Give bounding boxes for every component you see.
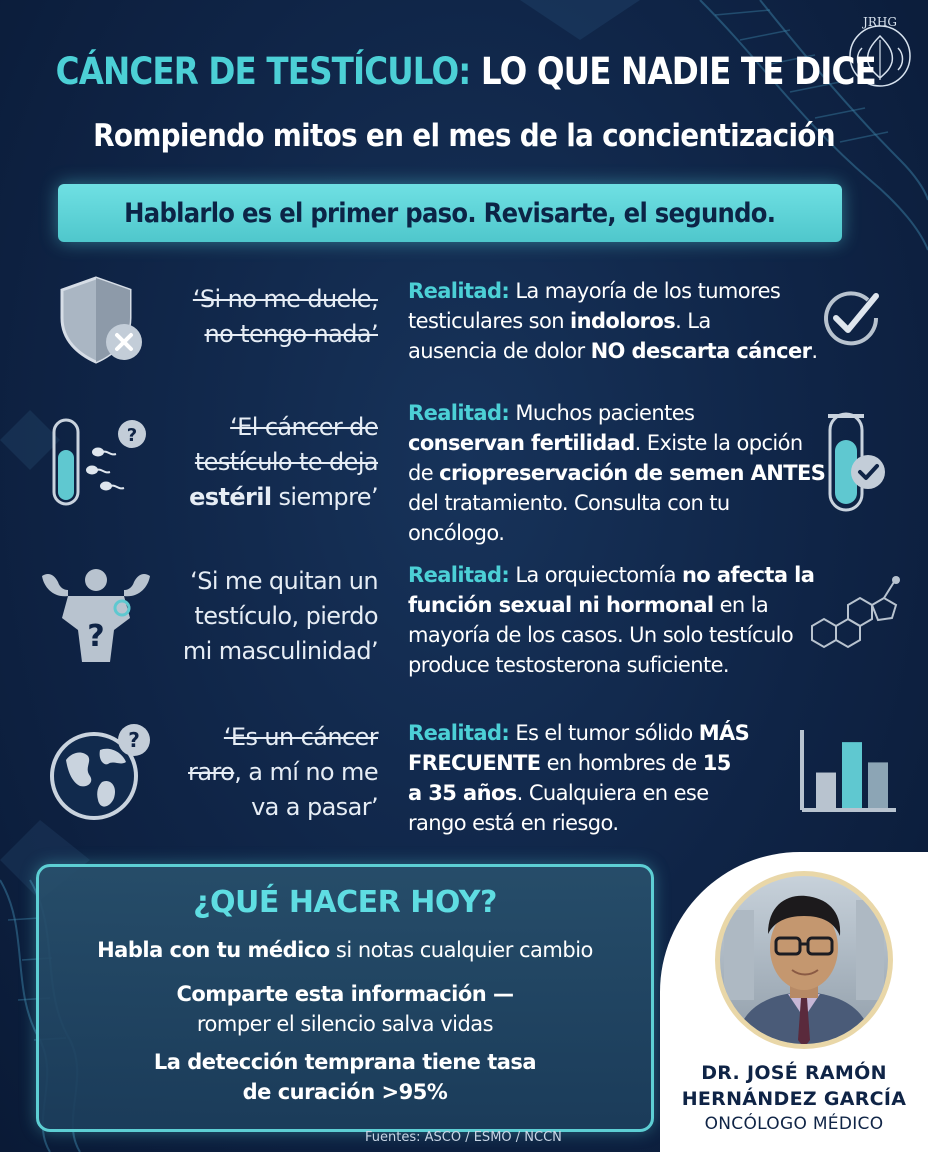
chart-bar-3 (868, 762, 888, 808)
myth-2-bold: estéril (189, 483, 272, 511)
reality-2-line-2b: . Existe la opción (634, 431, 803, 455)
myth-4-line-2b: , a mí no me (234, 758, 378, 786)
todo-item-2 (39, 979, 651, 1039)
reality-3-line-4: produce testosterona suficiente. (408, 653, 729, 677)
reality-label: Realitad: (408, 279, 510, 303)
page-subtitle: Rompiendo mitos en el mes de la concientización (93, 118, 835, 154)
myth-1-line-1: ‘Si no me duele, (192, 285, 378, 313)
todo-item-1 (39, 935, 651, 965)
myth-2-line-2: testículo te deja (194, 448, 378, 476)
todo-item-2-bold: Comparte esta información — (176, 982, 514, 1006)
reality-4-line-3a: a 35 años (408, 781, 517, 805)
reality-label: Realitad: (408, 721, 510, 745)
myth-text-3 (128, 564, 378, 669)
todo-item-1-rest: si notas cualquier cambio (329, 938, 593, 962)
reality-label: Realitad: (408, 563, 510, 587)
title-accent: CÁNCER DE TESTÍCULO: (55, 50, 471, 93)
chart-bar-2 (842, 742, 862, 808)
reality-1-line-2c: . La (675, 309, 711, 333)
reality-label: Realitad: (408, 401, 510, 425)
reality-text-2 (408, 398, 828, 548)
banner-text: Hablarlo es el primer paso. Revisarte, el segundo. (124, 197, 776, 229)
myth-3-line-3: mi masculinidad’ (182, 637, 378, 665)
myth-text-1 (128, 282, 378, 352)
what-to-do-box (36, 864, 654, 1132)
myth-text-4 (128, 720, 378, 825)
doctor-name-line-2: HERNÁNDEZ GARCÍA (681, 1088, 907, 1110)
doctor-role: ONCÓLOGO MÉDICO (704, 1114, 884, 1134)
reality-3-line-1b: no afecta la (681, 563, 815, 587)
hormone-molecule-icon (806, 574, 906, 650)
reality-3-line-1a: La orquiectomía (515, 563, 682, 587)
myth-1-line-2: no tengo nada’ (204, 320, 378, 348)
todo-item-3-line-2: de curación >95% (242, 1080, 448, 1104)
reality-4-line-2a: FRECUENTE (408, 751, 541, 775)
myth-4-line-1: ‘Es un cáncer (223, 723, 378, 751)
page-title (55, 50, 876, 93)
reality-1-line-2b: indoloros (570, 309, 676, 333)
myth-4-line-2a: raro (188, 758, 235, 786)
reality-3-line-2a: función sexual ni hormonal (408, 593, 714, 617)
reality-4-line-1b: MÁS (698, 721, 750, 745)
reality-1-line-2a: testiculares son (408, 309, 571, 333)
reality-3-line-2b: en la (713, 593, 769, 617)
reality-4-line-1a: Es el tumor sólido (515, 721, 699, 745)
reality-4-line-2b: en hombres de (540, 751, 703, 775)
myth-text-2 (128, 410, 378, 515)
doctor-photo (714, 870, 894, 1050)
svg-text:?: ? (87, 619, 105, 654)
reality-1-line-3c: . (811, 339, 818, 363)
myth-2-rest: siempre’ (271, 483, 378, 511)
svg-text:?: ? (128, 728, 140, 752)
reality-1-line-1: La mayoría de los tumores (515, 279, 781, 303)
todo-item-1-bold: Habla con tu médico (97, 938, 330, 962)
myth-3-line-2: testículo, pierdo (194, 602, 378, 630)
doctor-name-line-1: DR. JOSÉ RAMÓN (701, 1062, 887, 1084)
reality-2-line-2a: conservan fertilidad (408, 431, 635, 455)
myth-2-line-1: ‘El cáncer de (230, 413, 378, 441)
reality-text-1 (408, 276, 828, 366)
todo-item-3 (39, 1047, 651, 1107)
reality-4-line-2c: 15 (702, 751, 731, 775)
bar-chart-icon (798, 728, 898, 814)
slogan-banner (58, 184, 842, 242)
myth-4-line-3: va a pasar’ (251, 793, 378, 821)
reality-4-line-3b: . Cualquiera en ese (516, 781, 709, 805)
todo-item-2-rest: romper el silencio salva vidas (196, 1012, 494, 1036)
chart-bar-1 (816, 773, 836, 808)
what-to-do-title: ¿QUÉ HACER HOY? (193, 885, 497, 920)
todo-item-3-line-1: La detección temprana tiene tasa (153, 1050, 537, 1074)
check-circle-icon (822, 290, 882, 346)
reality-4-line-4: rango está en riesgo. (408, 811, 619, 835)
reality-2-line-3a: de (408, 461, 440, 485)
test-tube-check-icon (828, 410, 888, 514)
reality-2-line-1: Muchos pacientes (515, 401, 695, 425)
reality-1-line-3a: ausencia de dolor (408, 339, 591, 363)
myth-3-line-1: ‘Si me quitan un (190, 567, 378, 595)
title-rest: LO QUE NADIE TE DICE (480, 50, 876, 93)
reality-2-line-3b: criopreservación de semen ANTES (439, 461, 826, 485)
svg-text:?: ? (126, 425, 138, 446)
reality-text-4 (408, 718, 828, 838)
sources-text: Fuentes: ASCO / ESMO / NCCN (365, 1130, 562, 1145)
reality-2-line-4: del tratamiento. Consulta con tu oncólogo. (408, 491, 730, 545)
reality-text-3 (408, 560, 828, 680)
reality-3-line-3: mayoría de los casos. Un solo testículo (408, 623, 794, 647)
logo-text: JRHG (863, 15, 897, 29)
reality-1-line-3b: NO descarta cáncer (590, 339, 812, 363)
